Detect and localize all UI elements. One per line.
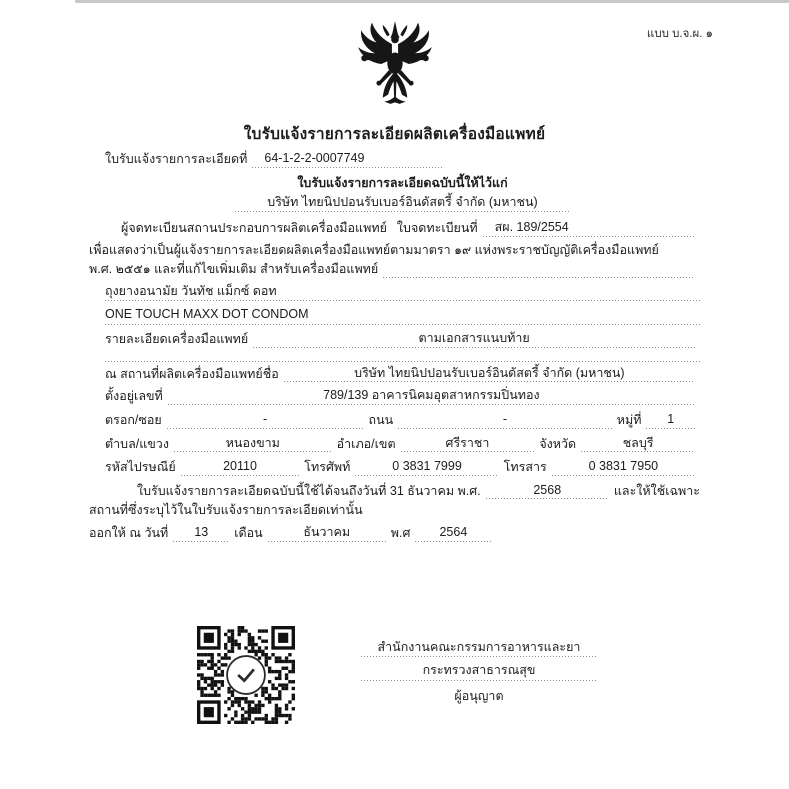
month-label: เดือน xyxy=(234,526,263,540)
company-name-line xyxy=(105,195,700,212)
district-value: ศรีราชา xyxy=(401,436,535,453)
signatory-title: ผู้อนุญาต xyxy=(454,688,504,703)
registration-number: สผ. 189/2554 xyxy=(483,220,695,237)
device-details-row xyxy=(105,331,700,348)
device-details-label: รายละเอียดเครื่องมือแพทย์ xyxy=(105,332,249,346)
issued-day: 13 xyxy=(173,525,229,542)
road-label: ถนน xyxy=(368,412,394,427)
phone-label: โทรศัพท์ xyxy=(304,460,351,475)
site-name: บริษัท ไทยนิปปอนรับเบอร์อินดัสตรี้ จำกัด (มหาชน) xyxy=(284,366,695,383)
qr-code xyxy=(197,626,295,724)
subdistrict-label: ตำบล/แขวง xyxy=(105,436,169,451)
scan-edge-strip xyxy=(75,0,789,3)
issued-year: 2564 xyxy=(415,525,491,542)
device-name-thai: ถุงยางอนามัย วันทัช แม็กซ์ ดอท xyxy=(105,284,700,302)
registrant-row xyxy=(105,220,700,237)
valid-until-prefix: ใบรับแจ้งรายการละเอียดฉบับนี้ใช้ได้จนถึงวันที่ 31 ธันวาคม พ.ศ. xyxy=(137,483,481,498)
receipt-number-value: 64-1-2-2-0007749 xyxy=(252,151,442,168)
statement-line2-row xyxy=(89,262,700,278)
footer xyxy=(105,626,700,724)
moo-value: 1 xyxy=(646,412,695,429)
garuda-emblem-icon xyxy=(349,20,441,113)
site-row xyxy=(105,366,700,383)
phone-value: 0 3831 7999 xyxy=(355,459,498,476)
issued-to-heading: ใบรับแจ้งรายการละเอียดฉบับนี้ให้ไว้แก่ xyxy=(297,175,508,190)
statement-continuation-line xyxy=(383,277,695,278)
form-code: แบบ บ.จ.ผ. ๑ xyxy=(646,28,713,40)
year-label: พ.ศ xyxy=(390,526,411,540)
postcode-label: รหัสไปรษณีย์ xyxy=(105,460,176,475)
postcode-phone-fax-row xyxy=(105,459,700,476)
issued-label: ออกให้ ณ วันที่ xyxy=(89,526,169,540)
ministry-name: กระทรวงสาธารณสุข xyxy=(361,663,597,681)
company-name: บริษัท ไทยนิปปอนรับเบอร์อินดัสตรี้ จำกัด (มหาชน) xyxy=(235,195,570,212)
subdistrict-district-province-row xyxy=(105,436,700,453)
issue-date-row xyxy=(89,525,700,542)
fax-label: โทรสาร xyxy=(503,460,547,475)
address-label: ตั้งอยู่เลขที่ xyxy=(105,389,163,404)
signature-block xyxy=(361,640,597,705)
road-value: - xyxy=(398,412,612,429)
validity-row xyxy=(105,483,700,500)
issued-month: ธันวาคม xyxy=(268,525,386,542)
valid-until-suffix: และให้ใช้เฉพาะ xyxy=(613,483,700,498)
soi-value: - xyxy=(167,412,364,429)
fax-value: 0 3831 7950 xyxy=(552,459,695,476)
district-label: อำเภอ/เขต xyxy=(336,436,396,451)
receipt-number-label: ใบรับแจ้งรายการละเอียดที่ xyxy=(105,152,248,166)
agency-name: สำนักงานคณะกรรมการอาหารและยา xyxy=(361,640,597,658)
statement-line1: เพื่อแสดงว่าเป็นผู้แจ้งรายการละเอียดผลิตเครื่องมือแพทย์ตามมาตรา ๑๙ แห่งพระราชบัญญัติเครื่องมือแพทย์ xyxy=(89,242,659,257)
device-details-value: ตามเอกสารแนบท้าย xyxy=(253,331,695,348)
moo-label: หมู่ที่ xyxy=(616,412,642,427)
device-name-english: ONE TOUCH MAXX DOT CONDOM xyxy=(105,307,700,325)
site-label: ณ สถานที่ผลิตเครื่องมือแพทย์ชื่อ xyxy=(105,366,279,381)
province-value: ชลบุรี xyxy=(581,436,695,453)
address-value: 789/139 อาคารนิคมอุตสาหกรรมปิ่นทอง xyxy=(168,388,695,405)
document-title: ใบรับแจ้งรายการละเอียดผลิตเครื่องมือแพทย์ xyxy=(243,125,546,143)
subdistrict-value: หนองขาม xyxy=(174,436,332,453)
soi-road-moo-row xyxy=(105,412,700,429)
statement-line2: พ.ศ. ๒๕๕๑ และที่แก้ไขเพิ่มเติม สำหรับเครื่องมือแพทย์ xyxy=(89,262,379,277)
receipt-number-row xyxy=(105,151,700,168)
postcode-value: 20110 xyxy=(181,459,300,476)
empty-continuation-line xyxy=(105,361,700,362)
valid-until-year: 2568 xyxy=(486,483,609,500)
soi-label: ตรอก/ซอย xyxy=(105,412,162,427)
address-row xyxy=(105,388,700,405)
registration-no-label: ใบจดทะเบียนที่ xyxy=(396,220,478,235)
province-label: จังหวัด xyxy=(539,436,577,451)
registrant-label: ผู้จดทะเบียนสถานประกอบการผลิตเครื่องมือแพทย์ xyxy=(121,220,387,235)
restriction-line: สถานที่ซึ่งระบุไว้ในใบรับแจ้งรายการละเอียดเท่านั้น xyxy=(89,503,363,518)
